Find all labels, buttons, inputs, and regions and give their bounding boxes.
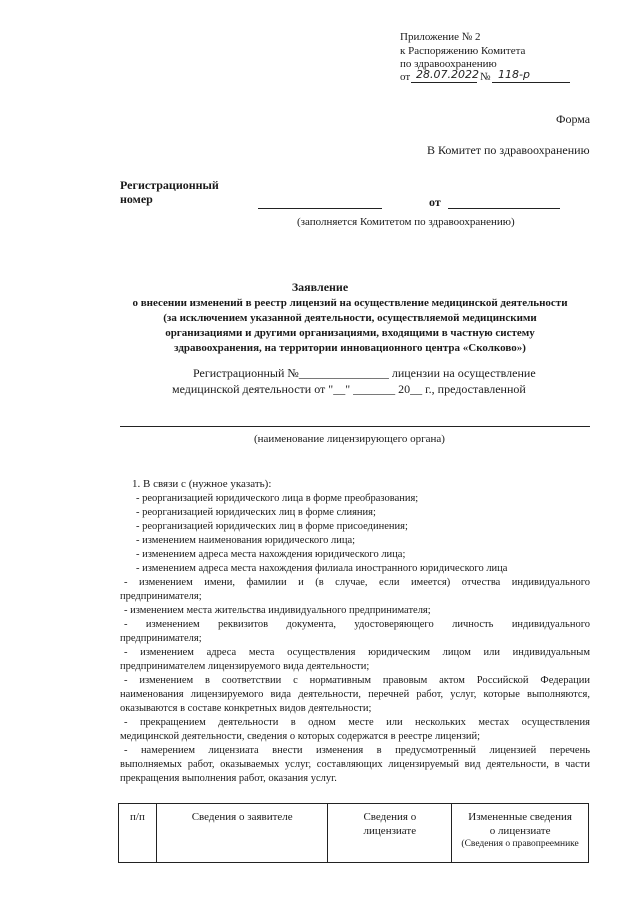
title-line-3: организациями и другими организациями, входящими в частную систему [165,327,535,339]
license-line-1: Регистрационный №_______________ лицензии на осуществление [193,366,536,380]
list-item: предпринимателя; [120,633,202,644]
appendix-date-value: 28.07.2022 [416,68,479,81]
list-item: - изменением имени, фамилии и (в случае, если имеется) отчества индивидуального [124,577,590,588]
list-item: наименования лицензируемого вида деятельности, перечней работ, услуг, которые выполняются, [120,689,590,700]
appendix-date-prefix: от [400,71,411,83]
number-underline [492,82,570,83]
list-item: - изменением места жительства индивидуального предпринимателя; [124,605,431,616]
list-item: - прекращением деятельности в одном месте или нескольких местах осуществления [124,717,590,728]
list-item: предпринимателем лицензируемого вида деятельности; [120,661,370,672]
registration-from-label: от [429,195,441,209]
title-line-4: здравоохранения, на территории инновационного центра «Сколково») [174,342,526,354]
form-label: Форма [556,112,591,126]
table-header-licensee-line-2: лицензиате [363,825,417,837]
registration-date-field[interactable] [448,208,560,209]
addressee: В Комитет по здравоохранению [427,143,590,157]
list-item: - изменением наименования юридического лица; [136,535,356,546]
table-header-changed [452,804,589,863]
licensing-organ-field[interactable] [120,426,590,427]
list-item: - намерением лицензиата внести изменения в предусмотренный лицензией перечень [124,745,590,756]
list-item: - изменением в соответствии с нормативным правовым актом Российской Федерации [124,675,590,686]
table-row [119,804,589,863]
table-header-licensee-line-1: Сведения о [363,811,417,823]
list-item: оказываются в составе конкретных видов деятельности; [120,703,372,714]
table-header-changed-line-1: Измененные сведения [468,811,572,823]
registration-number-field[interactable] [258,208,382,209]
list-item: - изменением адреса места нахождения филиала иностранного юридического лица [136,563,508,574]
title-line-1: о внесении изменений в реестр лицензий на осуществление медицинской деятельности [132,297,568,309]
appendix-line-1: Приложение № 2 [400,31,481,43]
table-header-number: п/п [119,804,157,863]
appendix-number-value: 118-р [498,68,530,81]
list-item: медицинской деятельности, сведения о которых содержатся в реестре лицензий; [120,731,480,742]
document-heading: Заявление [291,280,349,294]
table-header-changed-line-3: (Сведения о правопреемнике [461,839,579,849]
license-line-2: медицинской деятельности от "__" _______ 20__ г., предоставленной [172,382,526,396]
registration-label-line-1: Регистрационный [120,178,219,192]
registration-label-line-2: номер [120,192,153,206]
list-item: - изменением адреса места осуществления юридическим лицом или индивидуальным [124,647,590,658]
appendix-number-prefix: № [480,71,491,83]
title-line-2: (за исключением указанной деятельности, осуществляемой медицинскими [163,312,537,324]
list-item: - изменением реквизитов документа, удостоверяющего личность индивидуального [124,619,590,630]
list-item: - реорганизацией юридических лиц в форме присоединения; [136,521,408,532]
table-header-applicant: Сведения о заявителе [156,804,328,863]
appendix-line-2: к Распоряжению Комитета [400,45,526,57]
section-intro: 1. В связи с (нужное указать): [132,478,272,490]
licensing-organ-note: (наименование лицензирующего органа) [254,433,445,445]
table-header-licensee [328,804,452,863]
list-item: - изменением адреса места нахождения юридического лица; [136,549,406,560]
appendix-line-3: по здравоохранению [400,58,497,70]
date-underline [411,82,477,83]
info-table [118,803,589,863]
list-item: прекращения выполнения работ, оказания услуг. [120,773,337,784]
table-header-changed-line-2: о лицензиате [489,825,551,837]
list-item: предпринимателя; [120,591,202,602]
registration-note: (заполняется Комитетом по здравоохранению) [297,216,515,228]
list-item: выполняемых работ, оказываемых услуг, составляющих лицензируемый вид деятельности, в части [120,759,590,770]
list-item: - реорганизацией юридических лиц в форме слияния; [136,507,376,518]
list-item: - реорганизацией юридического лица в форме преобразования; [136,493,419,504]
